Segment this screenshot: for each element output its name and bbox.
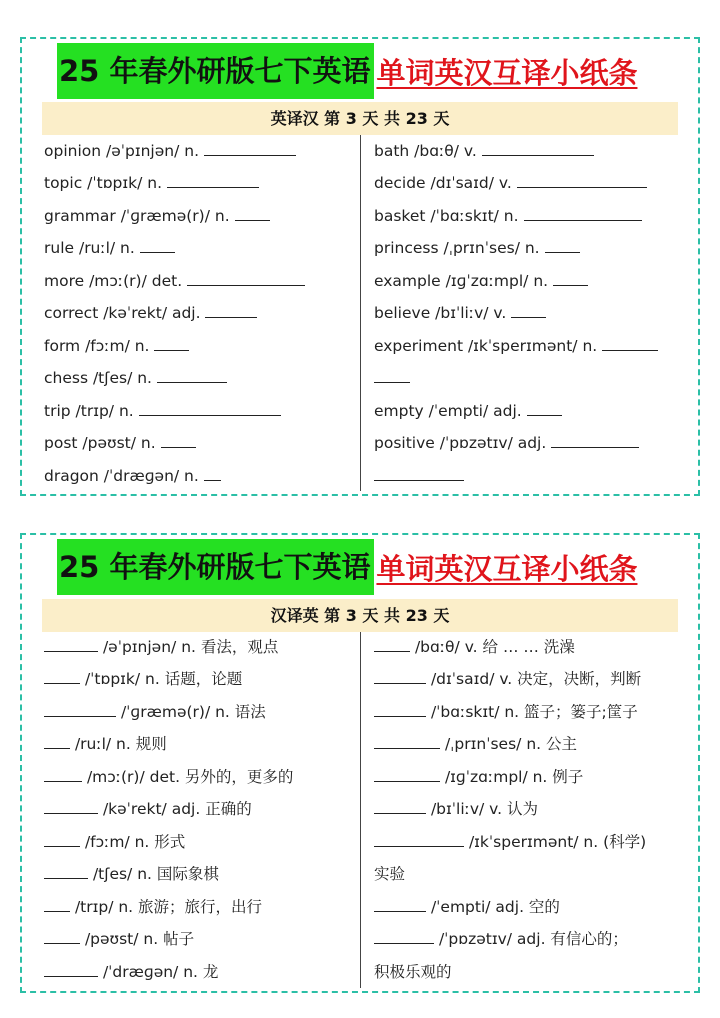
vocab-row — [374, 830, 646, 854]
answer-blank[interactable] — [154, 334, 189, 351]
card-chinese-to-english — [20, 533, 700, 993]
answer-blank[interactable] — [167, 171, 259, 188]
answer-blank[interactable] — [374, 464, 464, 481]
vocab-row — [374, 700, 638, 724]
vocab-row — [44, 171, 259, 195]
card-subtitle: 汉译英 第 3 天 共 23 天 — [42, 599, 678, 632]
answer-blank[interactable] — [44, 797, 98, 814]
vocab-row — [374, 301, 546, 325]
word-text: /mɔː(r)/ det. 另外的，更多的 — [86, 768, 294, 786]
vocab-row — [44, 765, 293, 789]
vocab-row — [44, 732, 167, 756]
vocab-row — [44, 700, 266, 724]
word-text: /trɪp/ n. 旅游；旅行，出行 — [74, 898, 263, 916]
word-text: /ˈdræɡən/ n. 龙 — [102, 963, 219, 981]
title-highlighted: 25 年春外研版七下英语 — [57, 43, 374, 99]
word-text: positive /ˈpɒzətɪv/ adj. — [374, 434, 547, 452]
card-title — [57, 539, 698, 595]
word-text: princess /ˌprɪnˈses/ n. — [374, 239, 540, 257]
answer-blank[interactable] — [374, 927, 434, 944]
vocab-row — [44, 301, 257, 325]
answer-blank[interactable] — [374, 732, 440, 749]
vocab-row — [44, 269, 305, 293]
answer-blank[interactable] — [44, 862, 88, 879]
word-text: /ˈpɒzətɪv/ adj. 有信心的； — [438, 930, 628, 948]
vocab-row — [374, 139, 594, 163]
answer-blank[interactable] — [204, 139, 296, 156]
vocab-row — [374, 732, 577, 756]
answer-blank[interactable] — [374, 366, 410, 383]
vocab-row — [44, 366, 227, 390]
word-text: 实验 — [374, 865, 406, 883]
word-text: basket /ˈbɑːskɪt/ n. — [374, 207, 519, 225]
card-subtitle: 英译汉 第 3 天 共 23 天 — [42, 102, 678, 135]
answer-blank[interactable] — [545, 236, 580, 253]
word-text: example /ɪɡˈzɑːmpl/ n. — [374, 272, 549, 290]
vocab-row — [44, 635, 278, 659]
vocab-row — [44, 236, 175, 260]
word-text: chess /tʃes/ n. — [44, 369, 152, 387]
answer-blank[interactable] — [374, 635, 410, 652]
answer-blank[interactable] — [511, 301, 546, 318]
word-text: empty /ˈempti/ adj. — [374, 402, 522, 420]
word-text: /ruːl/ n. 规则 — [74, 735, 167, 753]
title-highlighted: 25 年春外研版七下英语 — [57, 539, 374, 595]
vocab-row — [44, 862, 219, 886]
answer-blank[interactable] — [44, 700, 116, 717]
answer-blank[interactable] — [524, 204, 642, 221]
answer-blank[interactable] — [235, 204, 270, 221]
word-text: /əˈpɪnjən/ n. 看法，观点 — [102, 638, 279, 656]
answer-blank[interactable] — [374, 765, 440, 782]
word-text: experiment /ɪkˈsperɪmənt/ n. — [374, 337, 598, 355]
word-text: /tʃes/ n. 国际象棋 — [92, 865, 219, 883]
card-english-to-chinese — [20, 37, 700, 496]
word-text: /ˈɡræmə(r)/ n. 语法 — [120, 703, 266, 721]
word-text: /pəʊst/ n. 帖子 — [84, 930, 195, 948]
word-text: opinion /əˈpɪnjən/ n. — [44, 142, 199, 160]
vocab-row — [374, 960, 452, 984]
answer-blank[interactable] — [44, 765, 82, 782]
word-text: form /fɔːm/ n. — [44, 337, 150, 355]
word-text: /dɪˈsaɪd/ v. 决定，决断，判断 — [430, 670, 642, 688]
answer-blank[interactable] — [527, 399, 562, 416]
vocab-row — [374, 269, 588, 293]
word-text: grammar /ˈɡræmə(r)/ n. — [44, 207, 230, 225]
word-text: /ˌprɪnˈses/ n. 公主 — [444, 735, 577, 753]
answer-blank[interactable] — [44, 732, 70, 749]
answer-blank[interactable] — [602, 334, 658, 351]
word-text: believe /bɪˈliːv/ v. — [374, 304, 507, 322]
vocab-row — [374, 895, 560, 919]
word-text: bath /bɑːθ/ v. — [374, 142, 477, 160]
vocab-row — [44, 797, 252, 821]
title-red: 单词英汉互译小纸条 — [376, 551, 638, 586]
vocab-row — [44, 464, 221, 488]
vocab-row — [44, 139, 296, 163]
word-text: /fɔːm/ n. 形式 — [84, 833, 186, 851]
answer-blank[interactable] — [374, 667, 426, 684]
vocab-row — [374, 204, 642, 228]
answer-blank[interactable] — [205, 301, 257, 318]
word-text: trip /trɪp/ n. — [44, 402, 134, 420]
vocab-row — [374, 334, 658, 358]
vocab-row — [44, 334, 189, 358]
word-text: decide /dɪˈsaɪd/ v. — [374, 174, 512, 192]
answer-blank[interactable] — [139, 399, 281, 416]
vocab-row — [374, 366, 410, 390]
answer-blank[interactable] — [187, 269, 305, 286]
vocab-row — [374, 927, 628, 951]
vocab-row — [44, 204, 270, 228]
word-text: topic /ˈtɒpɪk/ n. — [44, 174, 163, 192]
vocab-row — [44, 960, 218, 984]
vocab-row — [374, 236, 580, 260]
word-text: /ˈbɑːskɪt/ n. 篮子；篓子;筐子 — [430, 703, 638, 721]
word-text: /ɪɡˈzɑːmpl/ n. 例子 — [444, 768, 584, 786]
vocab-row — [374, 431, 639, 455]
vocab-row — [374, 464, 464, 488]
vocab-row — [44, 830, 185, 854]
vocab-row — [374, 862, 405, 886]
word-text: /ɪkˈsperɪmənt/ n. (科学) — [468, 833, 647, 851]
word-text: more /mɔː(r)/ det. — [44, 272, 183, 290]
word-text: /ˈtɒpɪk/ n. 话题，论题 — [84, 670, 243, 688]
answer-blank[interactable] — [374, 830, 464, 847]
word-text: /bɑːθ/ v. 给 … … 洗澡 — [414, 638, 575, 656]
word-text: /bɪˈliːv/ v. 认为 — [430, 800, 538, 818]
vocab-row — [374, 399, 562, 423]
word-text: dragon /ˈdræɡən/ n. — [44, 467, 199, 485]
word-text: post /pəʊst/ n. — [44, 434, 156, 452]
answer-blank[interactable] — [44, 830, 80, 847]
vocab-row — [44, 431, 196, 455]
vocab-row — [44, 895, 262, 919]
card-title — [57, 43, 698, 99]
column-divider — [360, 135, 361, 491]
answer-blank[interactable] — [551, 431, 639, 448]
answer-blank[interactable] — [517, 171, 647, 188]
vocab-row — [374, 797, 538, 821]
column-divider — [360, 632, 361, 988]
title-red: 单词英汉互译小纸条 — [376, 55, 638, 90]
word-text: correct /kəˈrekt/ adj. — [44, 304, 201, 322]
vocab-row — [44, 667, 242, 691]
word-text: /kəˈrekt/ adj. 正确的 — [102, 800, 252, 818]
vocab-row — [374, 635, 575, 659]
answer-blank[interactable] — [374, 895, 426, 912]
answer-blank[interactable] — [44, 927, 80, 944]
word-text: /ˈempti/ adj. 空的 — [430, 898, 560, 916]
answer-blank[interactable] — [44, 667, 80, 684]
answer-blank[interactable] — [374, 797, 426, 814]
answer-blank[interactable] — [44, 895, 70, 912]
answer-blank[interactable] — [204, 464, 221, 481]
answer-blank[interactable] — [161, 431, 196, 448]
vocab-row — [374, 765, 583, 789]
vocab-row — [374, 171, 647, 195]
vocab-row — [44, 399, 281, 423]
answer-blank[interactable] — [157, 366, 227, 383]
answer-blank[interactable] — [482, 139, 594, 156]
answer-blank[interactable] — [553, 269, 588, 286]
word-text: rule /ruːl/ n. — [44, 239, 135, 257]
vocab-row — [44, 927, 194, 951]
answer-blank[interactable] — [44, 960, 98, 977]
answer-blank[interactable] — [374, 700, 426, 717]
vocab-row — [374, 667, 641, 691]
answer-blank[interactable] — [44, 635, 98, 652]
word-text: 积极乐观的 — [374, 963, 452, 981]
answer-blank[interactable] — [140, 236, 175, 253]
